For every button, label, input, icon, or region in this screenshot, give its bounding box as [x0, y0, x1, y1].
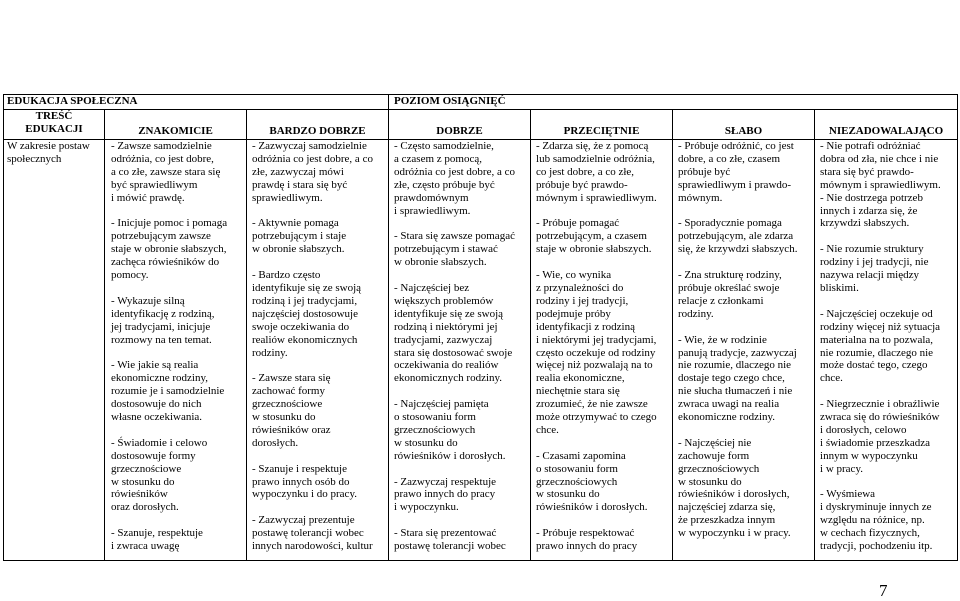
column-dobrze: DOBRZE: [389, 110, 531, 140]
topic-cell: [4, 140, 105, 561]
cell-znakomicie: [105, 140, 247, 561]
column-przecietnie: PRZECIĘTNIE: [531, 110, 673, 140]
cell-bardzo-dobrze: [247, 140, 389, 561]
cell-niezadowalajaco: [815, 140, 958, 561]
tresc-edukacji-label: TREŚĆ EDUKACJI: [4, 110, 105, 140]
column-znakomicie: ZNAKOMICIE: [105, 110, 247, 140]
criteria-text: - Próbuje odróżnić, co jest dobre, a co złe, czasem próbuje być sprawiedliwym i prawdo- mównym. - Sporadycznie pomaga potrzebującym, ale zdarza się, że krzywdzi słabszych. - Zna strukturę rodziny, próbuje określać swoje relacje z członkami rodziny. - Wie, że w rodzinie panują tradycje, zazwyczaj nie rozumie, dlaczego nie dostaje tego czego chce, nie słucha tłumaczeń i nie zwraca uwagi na realia ekonomiczne rodziny. - Najczęściej nie zachowuje form grzecznościowych w stosunku do rówieśników i dorosłych, najczęściej zdarza się, że przeszkadza innym w wypoczynku i w pracy.: [678, 140, 798, 540]
topic-text: W zakresie postaw społecznych: [7, 140, 90, 165]
column-niezadowalajaco: NIEZADOWALAJĄCO: [815, 110, 958, 140]
criteria-text: - Zazwyczaj samodzielnie odróżnia co jest dobre, a co złe, zazwyczaj mówi prawdę i stara się być sprawiedliwym. - Aktywnie pomaga potrzebującym i staje w obronie słabszych. - Bardzo często identyfikuje się ze swoją rodziną i jej tradycjami, najczęściej dostosowuje swoje oczekiwania do realiów ekonomicznych rodziny. - Zawsze stara się zachować formy grzecznościowe w stosunku do rówieśników oraz dorosłych. - Szanuje i respektuje prawo innych osób do wypoczynku i do pracy. - Zazwyczaj prezentuje postawę tolerancji wobec innych narodowości, kultur: [252, 140, 373, 553]
column-slabo: SŁABO: [673, 110, 815, 140]
header-row-columns: [4, 110, 958, 140]
criteria-text: - Nie potrafi odróżniać dobra od zła, nie chce i nie stara się być prawdo- mównym i sprawiedliwym. - Nie dostrzega potrzeb innych i zdarza się, że krzywdzi słabszych. - Nie rozumie struktury rodziny i jej tradycji, nie nazywa relacji między bliskimi. - Najczęściej oczekuje od rodziny więcej niż sytuacja materialna na to pozwala, nie rozumie, dlaczego nie może dostać tego, czego chce. - Niegrzecznie i obraźliwie zwraca się do rówieśników i dorosłych, celowo i świadomie przeszkadza innym w wypoczynku i w pracy. - Wyśmiewa i dyskryminuje innych ze względu na różnice, np. w cechach fizycznych, tradycji, pochodzeniu itp.: [820, 140, 941, 553]
page-number: 7: [879, 581, 888, 600]
cell-dobrze: [389, 140, 531, 561]
column-bardzo-dobrze: BARDZO DOBRZE: [247, 110, 389, 140]
level-title: POZIOM OSIĄGNIĘĆ: [389, 95, 958, 110]
cell-slabo: [673, 140, 815, 561]
section-title: EDUKACJA SPOŁECZNA: [4, 95, 389, 110]
cell-przecietnie: [531, 140, 673, 561]
assessment-table: [3, 94, 958, 561]
table-row: [4, 140, 958, 561]
criteria-text: - Zawsze samodzielnie odróżnia, co jest dobre, a co złe, zawsze stara się być sprawiedliwym i mówić prawdę. - Inicjuje pomoc i pomaga potrzebującym zawsze staje w obronie słabszych, zachęca rówieśników do pomocy. - Wykazuje silną identyfikację z rodziną, jej tradycjami, inicjuje rozmowy na ten temat. - Wie jakie są realia ekonomiczne rodziny, rozumie je i samodzielnie dostosowuje do nich własne oczekiwania. - Świadomie i celowo dostosowuje formy grzecznościowe w stosunku do rówieśników oraz dorosłych. - Szanuje, respektuje i zwraca uwagę: [111, 140, 228, 553]
header-row-title: [4, 95, 958, 110]
criteria-text: - Zdarza się, że z pomocą lub samodzielnie odróżnia, co jest dobre, a co złe, próbuje być prawdo- mównym i sprawiedliwym. - Próbuje pomagać potrzebującym, a czasem staje w obronie słabszych. - Wie, co wynika z przynależności do rodziny i jej tradycji, podejmuje próby identyfikacji z rodziną i niektórymi jej tradycjami, często oczekuje od rodziny więcej niż pozwalają na to realia ekonomiczne, niechętnie stara się zrozumieć, że nie zawsze może otrzymywać to czego chce. - Czasami zapomina o stosowaniu form grzecznościowych w stosunku do rówieśników i dorosłych. - Próbuje respektować prawo innych do pracy: [536, 140, 657, 553]
criteria-text: - Często samodzielnie, a czasem z pomocą, odróżnia co jest dobre, a co złe, często próbuje być prawdomównym i sprawiedliwym. - Stara się zawsze pomagać potrzebującym i stawać w obronie słabszych. - Najczęściej bez większych problemów identyfikuje się ze swoją rodziną i niektórymi jej tradycjami, zazwyczaj stara się dostosować swoje oczekiwania do realiów ekonomicznych rodziny. - Najczęściej pamięta o stosowaniu form grzecznościowych w stosunku do rówieśników i dorosłych. - Zazwyczaj respektuje prawo innych do pracy i wypoczynku. - Stara się prezentować postawę tolerancji wobec: [394, 140, 515, 553]
